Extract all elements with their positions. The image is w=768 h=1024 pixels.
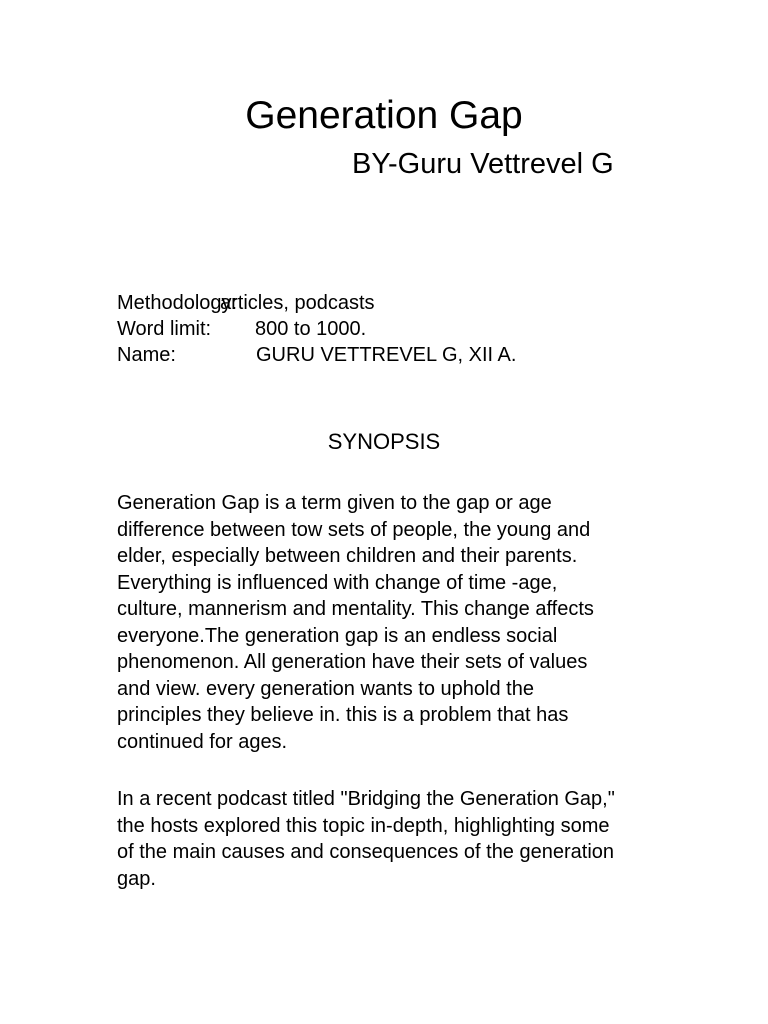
paragraph-line: and view. every generation wants to uphold the bbox=[117, 677, 534, 700]
meta-value: 800 to 1000. bbox=[255, 318, 367, 340]
meta-label: Methodology: bbox=[117, 292, 238, 314]
paragraph-line: Everything is influenced with change of time -age, bbox=[117, 571, 558, 594]
paragraph-line: difference between tow sets of people, the young and bbox=[117, 518, 591, 541]
paragraph-line: the hosts explored this topic in-depth, highlighting some bbox=[117, 814, 610, 837]
paragraph-line: principles they believe in. this is a problem that has bbox=[117, 704, 569, 726]
meta-value: articles, podcasts bbox=[220, 292, 375, 314]
podcast-paragraph bbox=[117, 786, 657, 892]
paragraph-line: phenomenon. All generation have their sets of values bbox=[117, 651, 588, 673]
paragraph-line: Generation Gap is a term given to the gap or age bbox=[117, 492, 552, 514]
section-heading: SYNOPSIS bbox=[327, 429, 441, 454]
synopsis-paragraph bbox=[117, 490, 657, 755]
meta-value: GURU VETTREVEL G, XII A. bbox=[256, 344, 517, 366]
paragraph-line: everyone.The generation gap is an endless social bbox=[117, 624, 558, 647]
paragraph-line: of the main causes and consequences of the generation bbox=[117, 841, 615, 863]
paragraph-line: gap. bbox=[117, 867, 156, 890]
paragraph-line: culture, mannerism and mentality. This change affects bbox=[117, 598, 594, 620]
meta-label: Word limit: bbox=[117, 318, 212, 340]
meta-label: Name: bbox=[117, 344, 176, 366]
paragraph-line: continued for ages. bbox=[117, 730, 288, 753]
document-title: Generation Gap bbox=[245, 94, 523, 137]
paragraph-line: elder, especially between children and their parents. bbox=[117, 545, 578, 567]
author-byline: BY-Guru Vettrevel G bbox=[352, 148, 614, 180]
paragraph-line: In a recent podcast titled "Bridging the Generation Gap," bbox=[117, 788, 615, 810]
